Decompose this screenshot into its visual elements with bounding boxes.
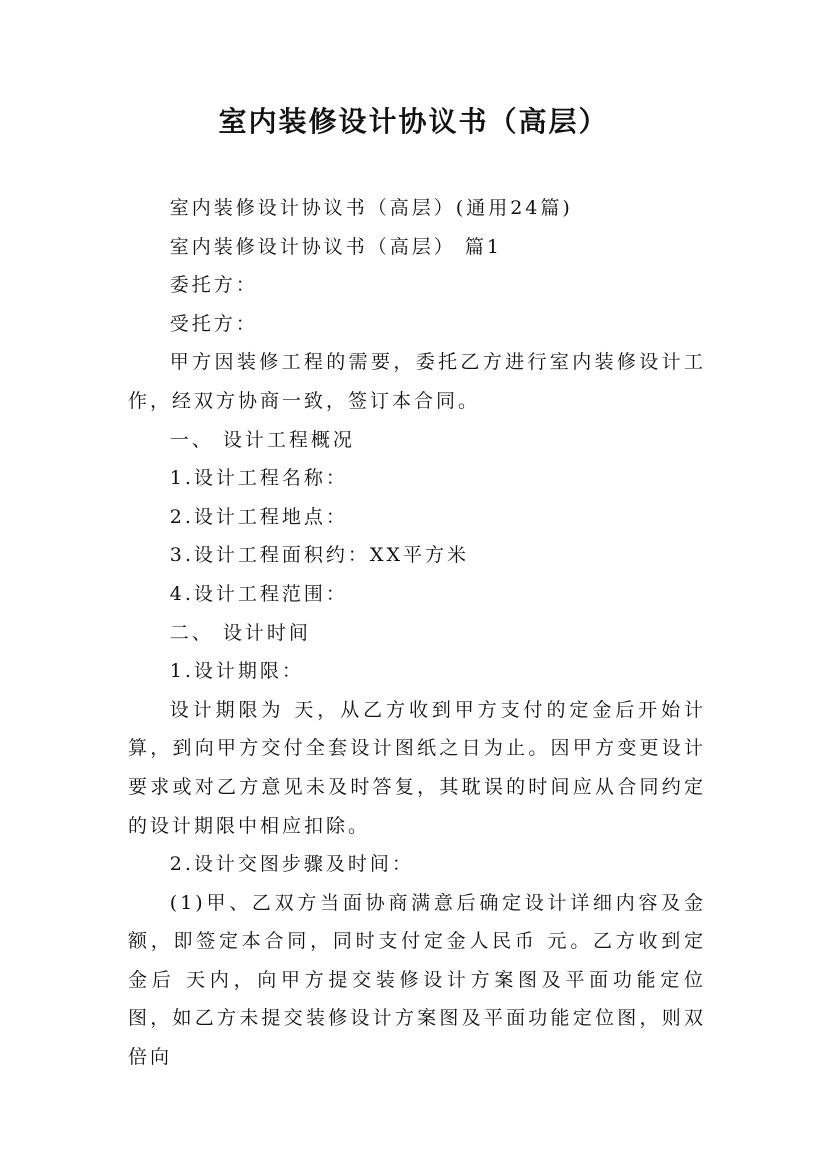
document-body	[128, 189, 706, 1077]
document-title: 室内装修设计协议书（高层）	[218, 105, 609, 138]
paragraph-project-area: 3.设计工程面积约：XX平方米	[169, 544, 469, 567]
paragraph-client: 委托方：	[169, 274, 258, 297]
paragraph-delivery-steps: 2.设计交图步骤及时间：	[169, 853, 414, 876]
paragraph-project-location: 2.设计工程地点：	[169, 505, 348, 528]
paragraph-design-period: 1.设计期限：	[169, 660, 304, 683]
paragraph-design-period-detail: 设计期限为 天，从乙方收到甲方支付的定金后开始计算，到向甲方交付全套设计图纸之日为止。因甲方变更设计要求或对乙方意见未及时答复，其耽误的时间应从合同约定的设计期限中相应扣除。	[128, 698, 706, 837]
paragraph-project-name: 1.设计工程名称：	[169, 467, 348, 490]
paragraph-article-heading: 室内装修设计协议书（高层） 篇1	[169, 235, 502, 258]
section-heading-overview: 一、 设计工程概况	[169, 428, 355, 451]
section-heading-schedule: 二、 设计时间	[169, 621, 311, 644]
paragraph-subtitle: 室内装修设计协议书（高层）(通用24篇)	[169, 197, 573, 219]
paragraph-intro: 甲方因装修工程的需要，委托乙方进行室内装修设计工作，经双方协商一致，签订本合同。	[128, 351, 706, 412]
paragraph-delivery-step-1: (1)甲、乙双方当面协商满意后确定设计详细内容及金额，即签定本合同，同时支付定金人民币 元。乙方收到定金后 天内，向甲方提交装修设计方案图及平面功能定位图，如乙方未提交装修设计方案图及平面功能定位图，则双倍向	[128, 891, 706, 1069]
paragraph-project-scope: 4.设计工程范围：	[169, 582, 348, 605]
paragraph-contractor: 受托方：	[169, 312, 258, 335]
